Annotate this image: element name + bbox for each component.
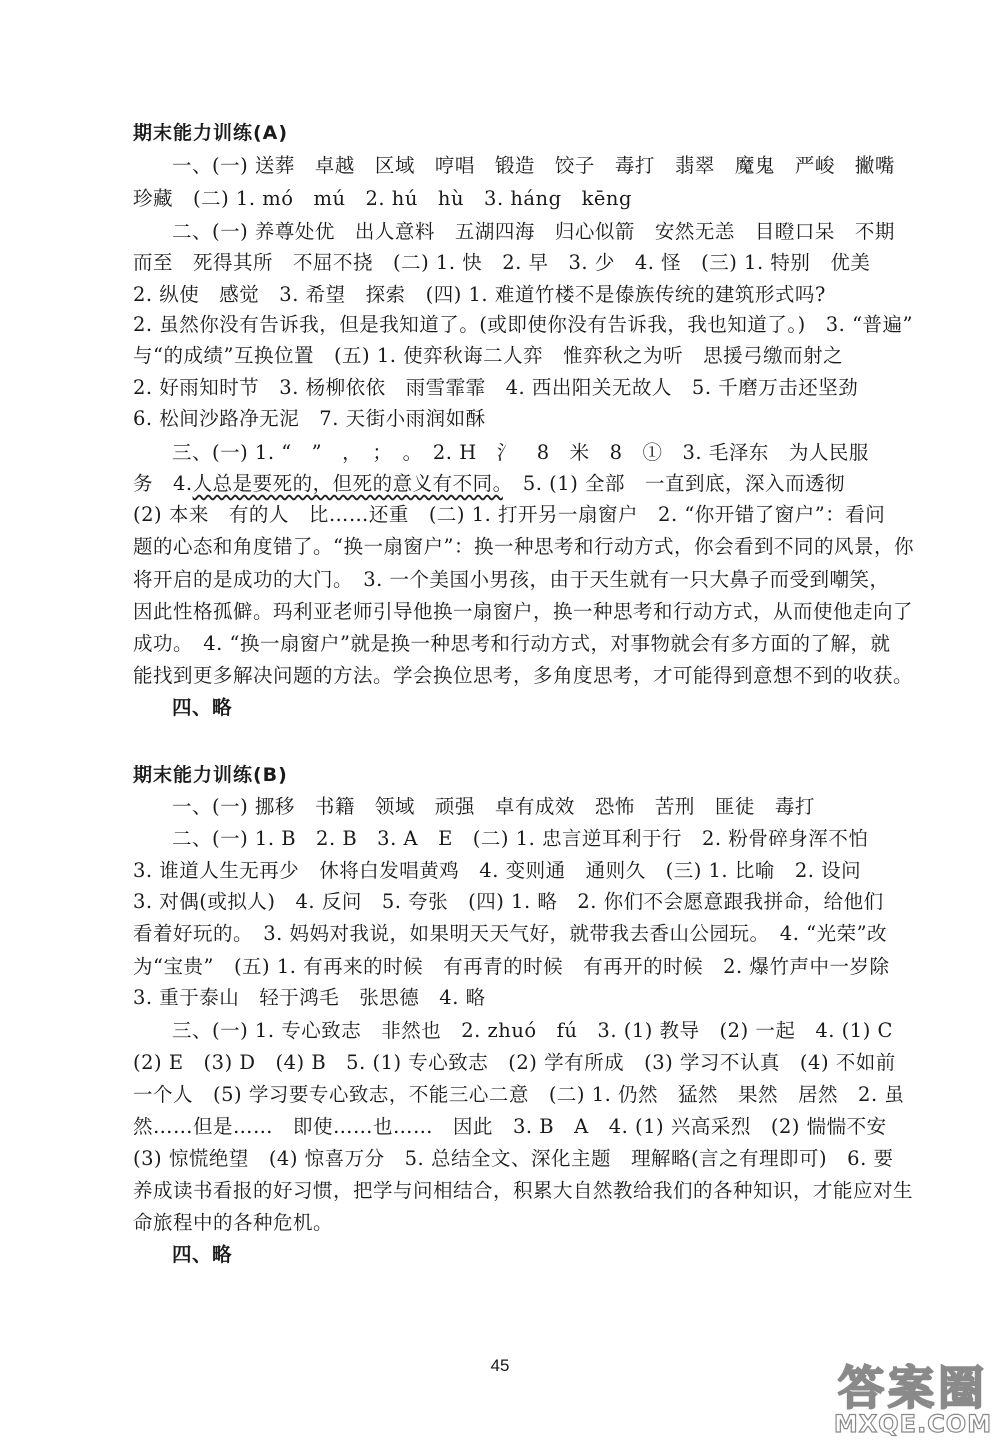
page-number: 45 — [490, 1356, 510, 1375]
section-a-line: 而至 死得其所 不屈不挠 (二) 1. 快 2. 早 3. 少 4. 怪 (三) 1. 特别 优美 — [133, 251, 871, 274]
section-b-line: 一个人 (5) 学习要专心致志，不能三心二意 (二) 1. 仍然 猛然 果然 居然 2. 虽 — [133, 1083, 905, 1106]
section-a-line: 2. 虽然你没有告诉我，但是我知道了。(或即使你没有告诉我，我也知道了。) 3. “普遍” — [133, 313, 914, 336]
section-b-line: 二、(一) 1. B 2. B 3. A E (二) 1. 忠言逆耳利于行 2. 粉骨碎身浑不怕 — [172, 827, 869, 850]
section-a-line: 2. 纵使 感觉 3. 希望 探索 (四) 1. 难道竹楼不是傣族传统的建筑形式吗? — [133, 283, 826, 306]
section-b-title: 期末能力训练(B) — [133, 764, 288, 786]
wavy-underlined-answer: 人总是要死的，但死的意义有不同。 — [192, 472, 503, 495]
section-b-line: 3. 对偶(或拟人) 4. 反问 5. 夸张 (四) 1. 略 2. 你们不会愿意跟我拼命，给他们 — [133, 890, 884, 913]
section-a-title: 期末能力训练(A) — [133, 122, 289, 144]
section-b-line: 3. 重于泰山 轻于鸿毛 张思德 4. 略 — [133, 986, 486, 1009]
watermark-logo — [826, 1352, 1000, 1443]
section-b-line: 命旅程中的各种危机。 — [133, 1211, 334, 1234]
answer-continuation: 5. (1) 全部 一直到底，深入而透彻 — [502, 472, 845, 495]
section-a-line: 与“的成绩”互换位置 (五) 1. 使弈秋诲二人弈 惟弈秋之为听 思援弓缴而射之 — [133, 344, 844, 367]
section-b-line: 三、(一) 1. 专心致志 非然也 2. zhuó fú 3. (1) 教导 (2) 一起 4. (1) C — [172, 1019, 893, 1042]
section-b-line: (3) 惊慌绝望 (4) 惊喜万分 5. 总结全文、深化主题 理解略(言之有理即可) 6. 要 — [133, 1147, 894, 1170]
section-a-line: 四、略 — [172, 696, 233, 719]
section-b-line: 为“宝贵” (五) 1. 有再来的时候 有再青的时候 有再开的时候 2. 爆竹声中一岁除 — [133, 955, 890, 978]
watermark-url: MXQE.COM — [833, 1410, 993, 1438]
section-b-line: 四、略 — [172, 1243, 233, 1266]
section-b-line: 3. 谁道人生无再少 休将白发唱黄鸡 4. 变则通 通则久 (三) 1. 比喻 2. 设问 — [133, 859, 862, 882]
answer-number: 务 4. — [133, 472, 193, 495]
section-a-line: 三、(一) 1. “ ” ， ； 。 2. H 氵 8 米 8 ① 3. 毛泽东 为人民服 — [172, 441, 869, 464]
section-b-line: 看着好玩的。 3. 妈妈对我说，如果明天天气好，就带我去香山公园玩。 4. “光荣”改 — [133, 922, 888, 945]
section-a-line: 将开启的是成功的大门。 3. 一个美国小男孩，由于天生就有一只大鼻子而受到嘲笑， — [133, 568, 890, 591]
section-b-line: 养成读书看报的好习惯，把学与问相结合，积累大自然教给我们的各种知识，才能应对生 — [133, 1179, 914, 1202]
section-a-line: 题的心态和角度错了。“换一扇窗户”：换一种思考和行动方式，你会看到不同的风景，你 — [133, 535, 914, 558]
section-a-line: 因此性格孤僻。玛利亚老师引导他换一扇窗户，换一种思考和行动方式，从而使他走向了 — [133, 600, 914, 623]
section-a-line: 2. 好雨知时节 3. 杨柳依依 雨雪霏霏 4. 西出阳关无故人 5. 千磨万击还坚劲 — [133, 376, 859, 399]
section-b-line: 一、(一) 挪移 书籍 领域 顽强 卓有成效 恐怖 苦刑 匪徒 毒打 — [172, 795, 815, 818]
section-a-line: 珍藏 (二) 1. mó mú 2. hú hù 3. háng kēng — [133, 187, 632, 210]
section-b-line: (2) E (3) D (4) B 5. (1) 专心致志 (2) 学有所成 (3) 学习不认真 (4) 不如前 — [133, 1051, 896, 1074]
section-a-line: 一、(一) 送葬 卓越 区域 哼唱 锻造 饺子 毒打 翡翠 魔鬼 严峻 撇嘴 — [172, 154, 895, 177]
section-a-line: 6. 松间沙路净无泥 7. 天街小雨润如酥 — [133, 407, 486, 430]
section-b-line: 然……但是…… 即使……也…… 因此 3. B A 4. (1) 兴高采烈 (2) 惴惴不安 — [133, 1115, 887, 1138]
section-a-line: 成功。 4. “换一扇窗户”就是换一种思考和行动方式，对事物就会有多方面的了解，就 — [133, 632, 891, 655]
section-a-line — [133, 467, 913, 501]
section-a-line: 能找到更多解决问题的方法。学会换位思考，多角度思考，才可能得到意想不到的收获。 — [133, 664, 914, 687]
watermark-title: 答案圈 — [838, 1361, 988, 1415]
section-a-line: 二、(一) 养尊处优 出人意料 五湖四海 归心似箭 安然无恙 目瞪口呆 不期 — [172, 220, 895, 243]
section-a-line: (2) 本来 有的人 比……还重 (二) 1. 打开另一扇窗户 2. “你开错了窗户”：看问 — [133, 503, 886, 526]
